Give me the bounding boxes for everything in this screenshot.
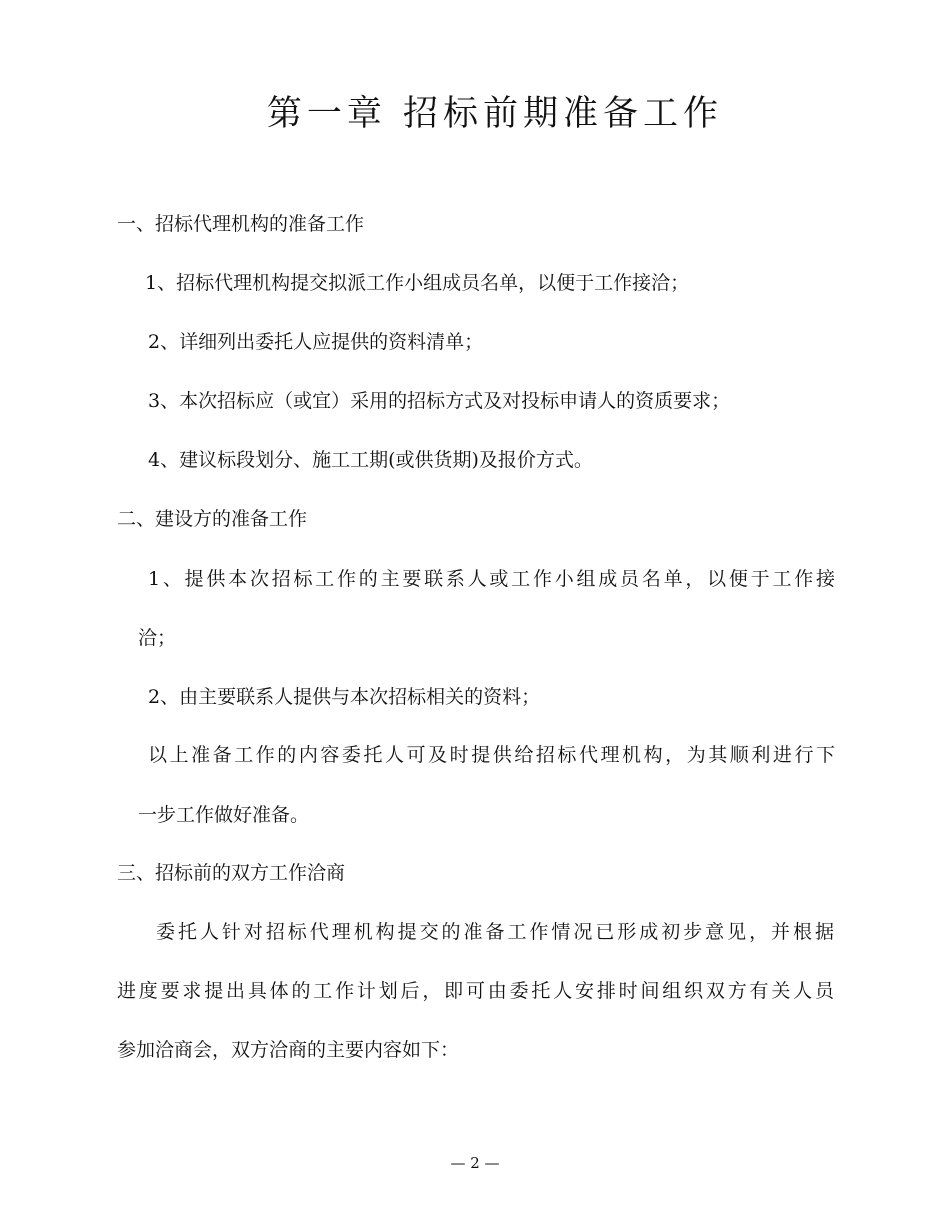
note-paragraph: 以上准备工作的内容委托人可及时提供给招标代理机构，为其顺利进行下 [148,744,835,766]
list-item: 1、招标代理机构提交拟派工作小组成员名单，以便于工作接洽； [145,272,690,294]
section-heading: 二、建设方的准备工作 [117,508,308,530]
chapter-title: 第一章 招标前期准备工作 [266,94,724,134]
list-item: 3、本次招标应（或宜）采用的招标方式及对投标申请人的资质要求； [148,390,731,412]
list-item: 4、建议标段划分、施工工期(或供货期)及报价方式。 [148,449,593,471]
list-item-continuation: 洽； [138,627,177,649]
page-number: — 2 — [450,1154,500,1172]
body-paragraph: 参加洽商会，双方洽商的主要内容如下： [117,1039,460,1061]
section-heading: 三、招标前的双方工作洽商 [117,862,346,884]
body-paragraph: 进度要求提出具体的工作计划后，即可由委托人安排时间组织双方有关人员 [117,980,834,1002]
list-item: 2、由主要联系人提供与本次招标相关的资料； [148,686,541,708]
list-item: 1、提供本次招标工作的主要联系人或工作小组成员名单，以便于工作接 [148,568,835,590]
note-paragraph-continuation: 一步工作做好准备。 [138,804,310,826]
section-heading: 一、招标代理机构的准备工作 [117,213,365,235]
list-item: 2、详细列出委托人应提供的资料清单； [148,331,484,353]
body-paragraph: 委托人针对招标代理机构提交的准备工作情况已形成初步意见，并根据 [156,921,834,943]
